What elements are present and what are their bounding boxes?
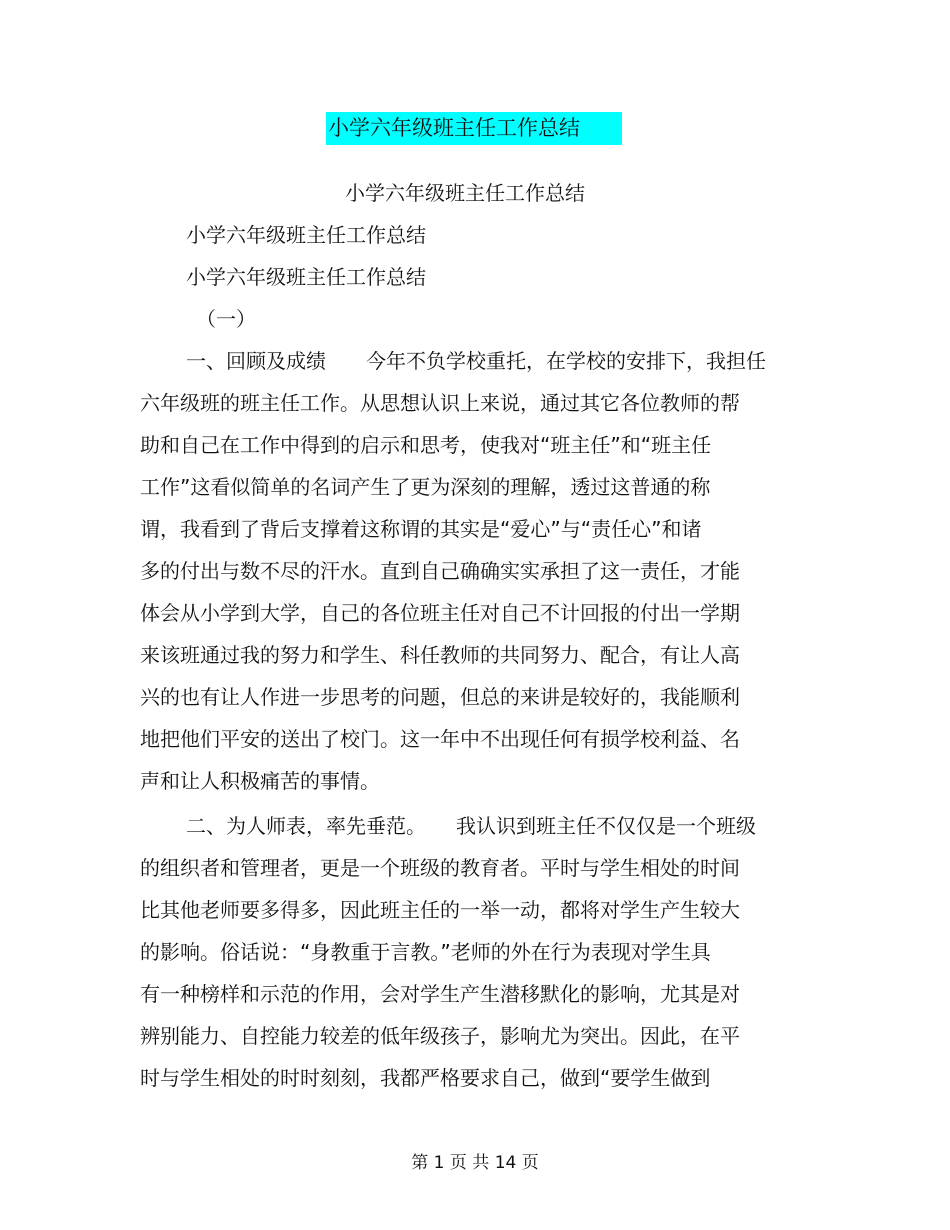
document-title: 小学六年级班主任工作总结 bbox=[326, 112, 622, 145]
paragraph-line: 声和让人积极痛苦的事情。 bbox=[140, 769, 380, 793]
paragraph-line: 工作”这看似简单的名词产生了更为深刻的理解，透过这普通的称 bbox=[140, 475, 711, 499]
document-subtitle: 小学六年级班主任工作总结 bbox=[345, 181, 585, 205]
paragraph-line: 来该班通过我的努力和学生、科任教师的共同努力、配合，有让人高 bbox=[140, 643, 740, 667]
paragraph-line: 兴的也有让人作进一步思考的问题，但总的来讲是较好的，我能顺利 bbox=[140, 685, 740, 709]
paragraph-line: 的组织者和管理者，更是一个班级的教育者。平时与学生相处的时间 bbox=[140, 856, 740, 880]
paragraph-line: 多的付出与数不尽的汗水。直到自己确确实实承担了这一责任，才能 bbox=[140, 559, 740, 583]
paragraph-line: 辨别能力、自控能力较差的低年级孩子，影响尤为突出。因此，在平 bbox=[140, 1024, 740, 1048]
paragraph-line: 的影响。俗话说：“身教重于言教。”老师的外在行为表现对学生具 bbox=[140, 940, 711, 964]
paragraph-line: 二、为人师表，率先垂范。 我认识到班主任不仅仅是一个班级 bbox=[186, 814, 756, 838]
paragraph-line: 谓，我看到了背后支撑着这称谓的其实是“爱心”与“责任心”和诸 bbox=[140, 517, 702, 541]
heading-line: 小学六年级班主任工作总结 bbox=[186, 265, 426, 289]
paragraph-line: 六年级班的班主任工作。从思想认识上来说，通过其它各位教师的帮 bbox=[140, 391, 740, 415]
heading-line: 小学六年级班主任工作总结 bbox=[186, 223, 426, 247]
paragraph-line: 时与学生相处的时时刻刻，我都严格要求自己，做到“要学生做到 bbox=[140, 1066, 711, 1090]
paragraph-line: 体会从小学到大学，自己的各位班主任对自己不计回报的付出一学期 bbox=[140, 601, 740, 625]
paragraph-line: 地把他们平安的送出了校门。这一年中不出现任何有损学校利益、名 bbox=[140, 727, 740, 751]
section-number: （一） bbox=[196, 307, 256, 331]
paragraph-line: 有一种榜样和示范的作用，会对学生产生潜移默化的影响，尤其是对 bbox=[140, 982, 740, 1006]
paragraph-line: 比其他老师要多得多，因此班主任的一举一动，都将对学生产生较大 bbox=[140, 898, 740, 922]
paragraph-line: 助和自己在工作中得到的启示和思考，使我对“班主任”和“班主任 bbox=[140, 433, 712, 457]
page-footer: 第 1 页 共 14 页 bbox=[411, 1153, 539, 1173]
paragraph-line: 一、回顾及成绩 今年不负学校重托，在学校的安排下，我担任 bbox=[186, 349, 766, 373]
